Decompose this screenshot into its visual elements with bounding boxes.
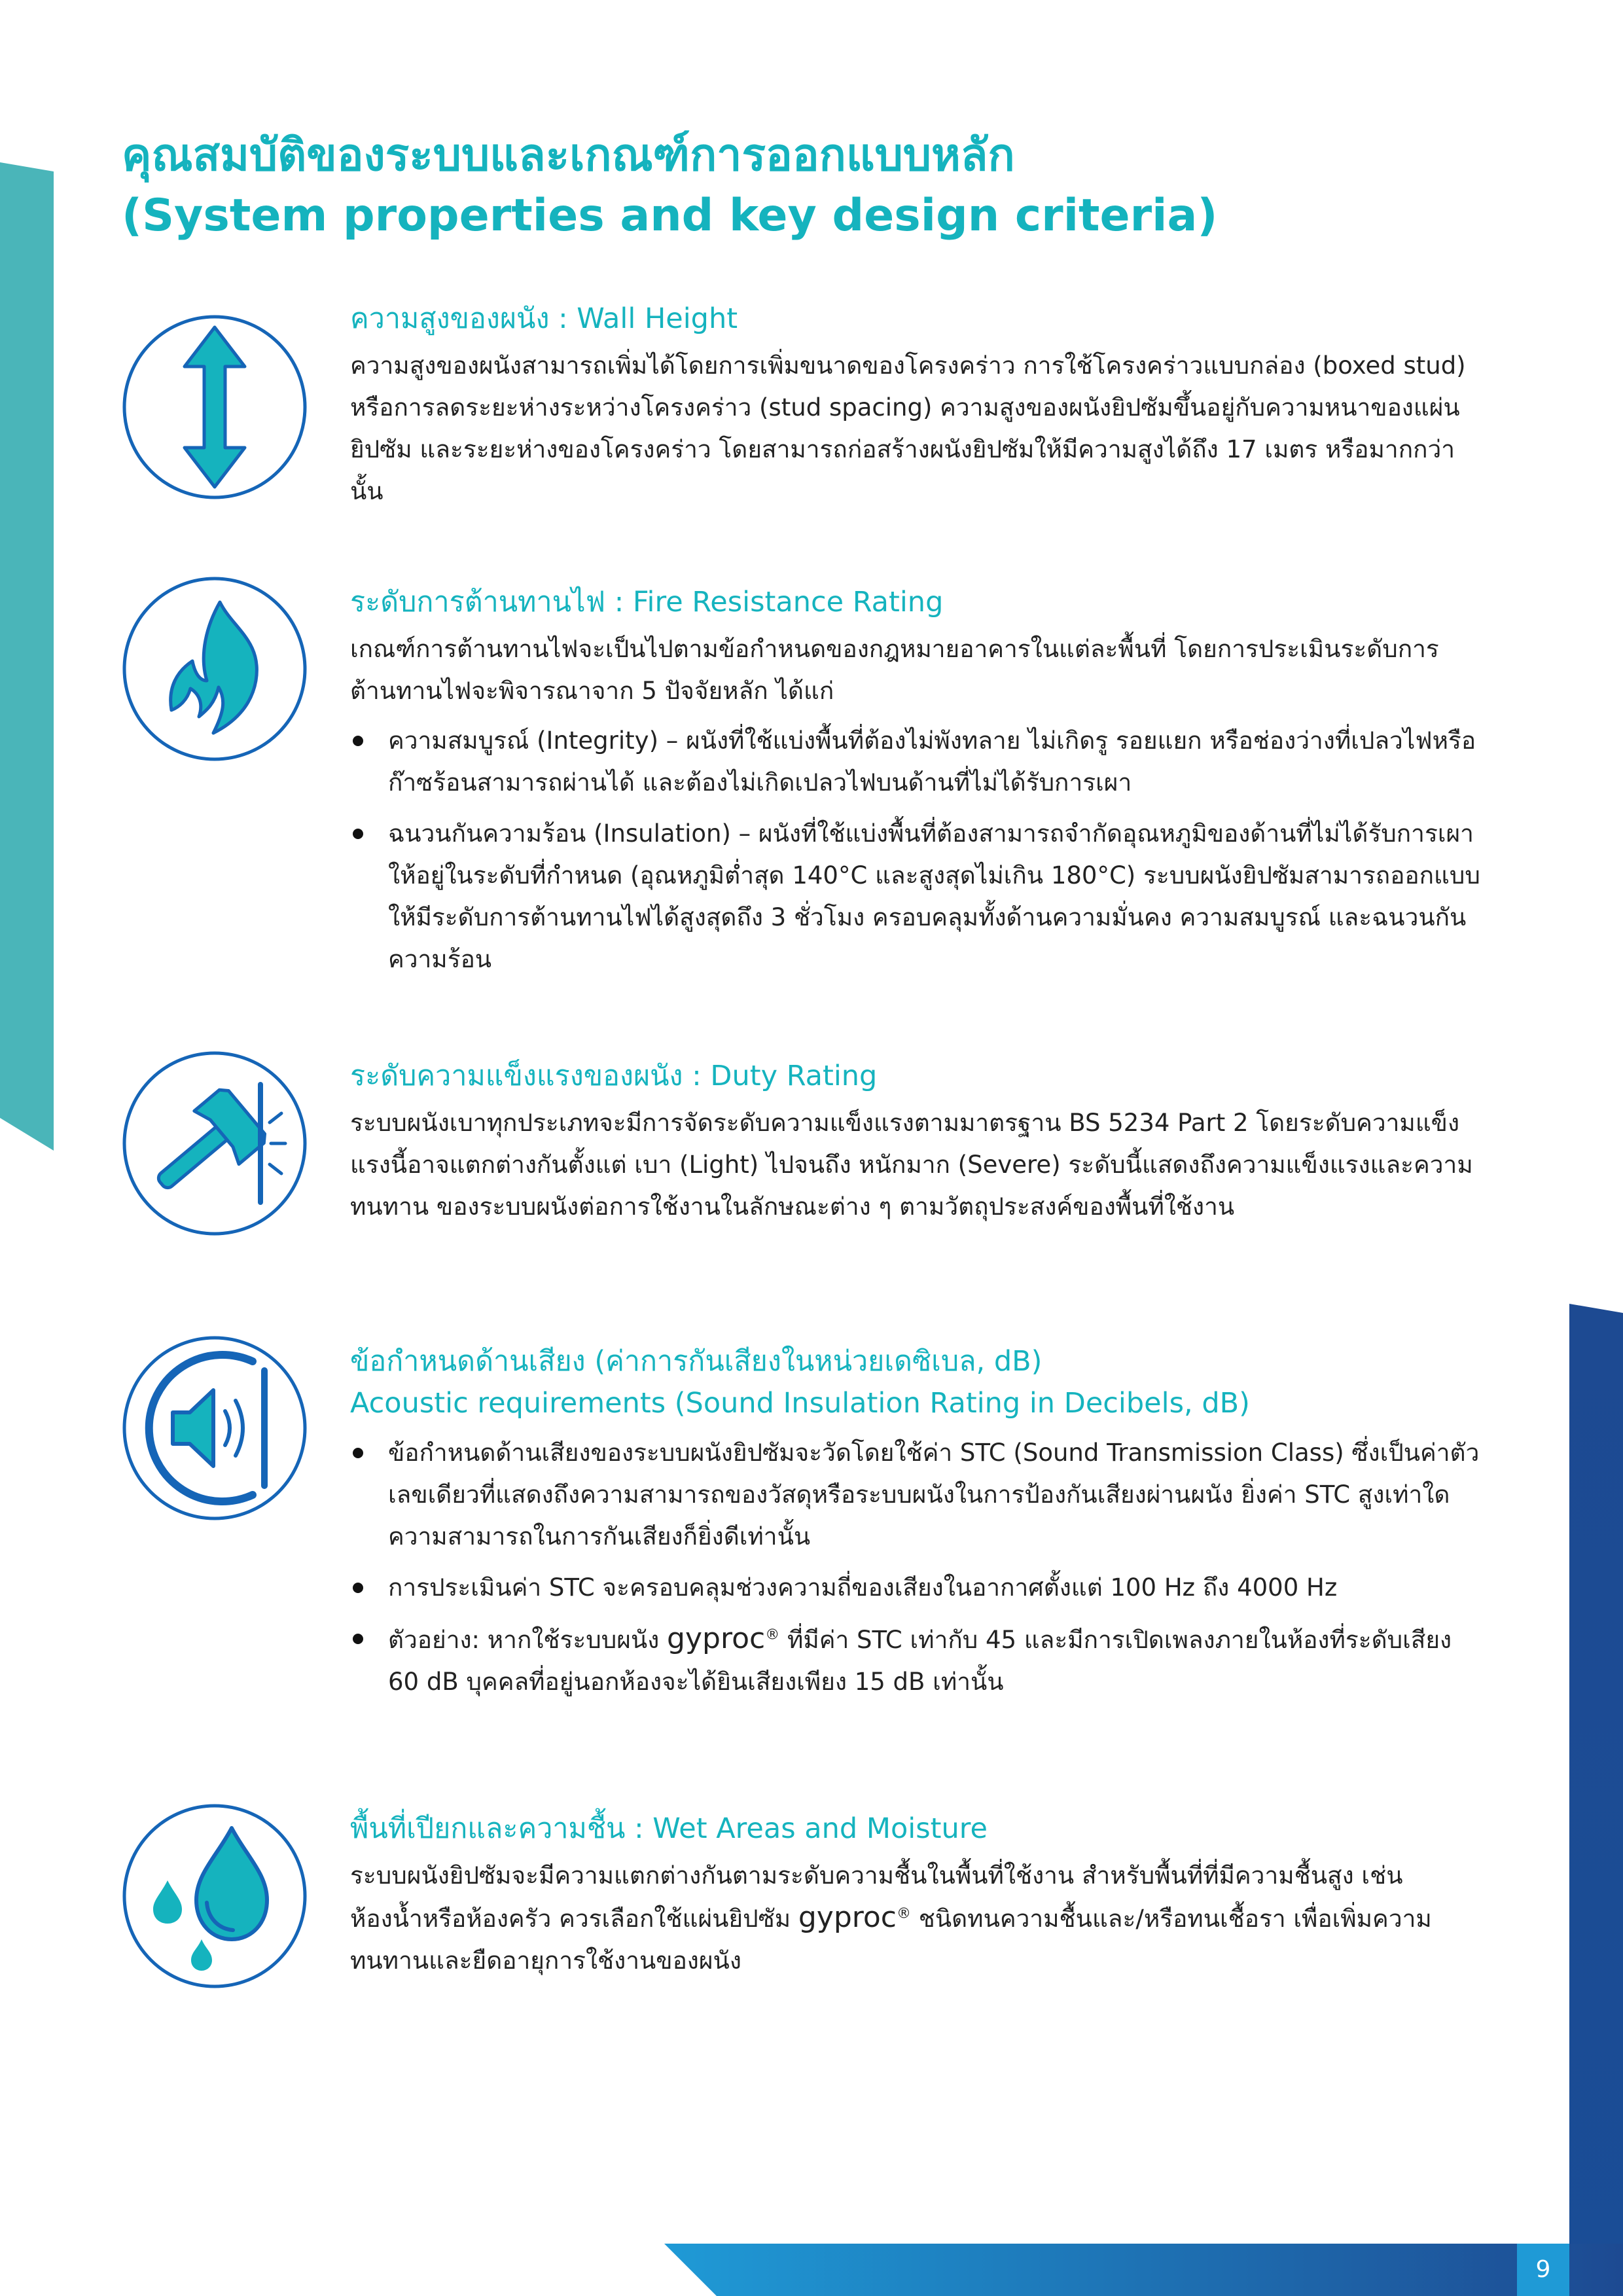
page-number: 9 [1517, 2244, 1569, 2296]
section-heading: ความสูงของผนัง : Wall Height [350, 302, 738, 335]
section-body [350, 1855, 1482, 1982]
bullet-item-stc-range: การประเมินค่า STC จะครอบคลุมช่วงความถี่ของเสียงในอากาศตั้งแต่ 100 Hz ถึง 4000 Hz [350, 1567, 1482, 1609]
section-heading: ระดับการต้านทานไฟ : Fire Resistance Rating [350, 586, 944, 619]
bullet-list [350, 1432, 1482, 1703]
body-prefix: ระบบผนังยิปซัมจะมีความแตกต่างกันตามระดับความชื้นในพื้นที่ใช้งาน สำหรับพื้นที่ที่มีความชื้นสูง เช่น ห้องน้ำหรือห้องครัว ควรเลือกใช้แผ่นยิปซัม [350, 1861, 1403, 1933]
page-title [122, 126, 1431, 246]
double-arrow-icon [122, 314, 308, 500]
section-heading-english: Acoustic requirements (Sound Insulation Rating in Decibels, dB) [350, 1387, 1250, 1420]
hammer-impact-icon [122, 1050, 308, 1236]
section-body: ความสูงของผนังสามารถเพิ่มได้โดยการเพิ่มขนาดของโครงคร่าว การใช้โครงคร่าวแบบกล่อง (boxed stud) หรือการลดระยะห่างระหว่างโครงคร่าว (stud spacing) ความสูงของผนังยิปซัมขึ้นอยู่กับความหนาของแผ่นยิปซัม และระยะห่างของโครงคร่าว โดยสามารถก่อสร้างผนังยิปซัมให้มีความสูงได้ถึง 17 เมตร หรือมากกว่านั้น [350, 351, 1466, 505]
section-body: ระบบผนังเบาทุกประเภทจะมีการจัดระดับความแข็งแรงตามมาตรฐาน BS 5234 Part 2 โดยระดับความแข็งแรงนี้อาจแตกต่างกันตั้งแต่ เบา (Light) ไปจนถึง หนักมาก (Severe) ระดับนี้แสดงถึงความแข็งแรงและความทนทาน ของระบบผนังต่อการใช้งานในลักษณะต่าง ๆ ตามวัตถุประสงค์ของพื้นที่ใช้งาน [350, 1109, 1473, 1221]
section-wall-height [350, 298, 1482, 512]
left-decorative-band [0, 162, 54, 1151]
body-suffix: ชนิดทนความชื้นและ/หรือทนเชื้อรา เพื่อเพิ่มความทนทานและยืดอายุการใช้งานของผนัง [350, 1905, 1432, 1975]
speaker-wall-icon [122, 1335, 308, 1521]
right-decorative-band [1569, 1304, 1623, 2296]
example-suffix: ที่มีค่า STC เท่ากับ 45 และมีการเปิดเพลงภายในห้องที่ระดับเสียง 60 dB บุคคลที่อยู่นอกห้องจะได้ยินเสียงเพียง 15 dB เท่านั้น [388, 1626, 1452, 1696]
water-drops-icon [122, 1803, 308, 1989]
section-acoustic [350, 1340, 1482, 1712]
bullet-item-integrity: ความสมบูรณ์ (Integrity) – ผนังที่ใช้แบ่งพื้นที่ต้องไม่พังทลาย ไม่เกิดรู รอยแยก หรือช่องว่างที่เปลวไฟหรือก๊าซร้อนสามารถผ่านได้ และต้องไม่เกิดเปลวไฟบนด้านที่ไม่ได้รับการเผา [350, 720, 1482, 804]
bullet-list [350, 720, 1482, 980]
bullet-item-example [350, 1618, 1482, 1703]
bullet-item-insulation: ฉนวนกันความร้อน (Insulation) – ผนังที่ใช้แบ่งพื้นที่ต้องสามารถจำกัดอุณหภูมิของด้านที่ไม่ได้รับการเผาให้อยู่ในระดับที่กำหนด (อุณหภูมิต่ำสุด 140°C และสูงสุดไม่เกิน 180°C) ระบบผนังยิปซัมสามารถออกแบบให้มีระดับการต้านทานไฟได้สูงสุดถึง 3 ชั่วโมง ครอบคลุมทั้งด้านความมั่นคง ความสมบูรณ์ และฉนวนกันความร้อน [350, 813, 1482, 980]
bullet-item-stc-definition: ข้อกำหนดด้านเสียงของระบบผนังยิปซัมจะวัดโดยใช้ค่า STC (Sound Transmission Class) ซึ่งเป็นค่าตัวเลขเดียวที่แสดงถึงความสามารถของวัสดุหรือระบบผนังในการป้องกันเสียงผ่านผนัง ยิ่งค่า STC สูงเท่าใด ความสามารถในการกันเสียงก็ยิ่งดีเท่านั้น [350, 1432, 1482, 1558]
footer-band [664, 2244, 1623, 2296]
gyproc-brand: gyproc [667, 1622, 766, 1655]
section-heading: ระดับความแข็งแรงของผนัง : Duty Rating [350, 1060, 878, 1092]
page-title-english: (System properties and key design criteria) [122, 190, 1218, 242]
page-title-thai: คุณสมบัติของระบบและเกณฑ์การออกแบบหลัก [122, 130, 1015, 181]
section-heading-thai: ข้อกำหนดด้านเสียง (ค่าการกันเสียงในหน่วยเดซิเบล, dB) [350, 1345, 1043, 1378]
section-wet-areas [350, 1808, 1482, 1982]
registered-mark: ® [765, 1626, 780, 1643]
section-heading: พื้นที่เปียกและความชื้น : Wet Areas and Moisture [350, 1812, 988, 1845]
section-body: เกณฑ์การต้านทานไฟจะเป็นไปตามข้อกำหนดของกฎหมายอาคารในแต่ละพื้นที่ โดยการประเมินระดับการต้านทานไฟจะพิจารณาจาก 5 ปัจจัยหลัก ได้แก่ [350, 635, 1439, 705]
section-heading [350, 1340, 1482, 1424]
gyproc-brand: gyproc [798, 1901, 897, 1934]
section-duty-rating [350, 1055, 1482, 1228]
flame-icon [122, 576, 308, 762]
example-prefix: ตัวอย่าง: หากใช้ระบบผนัง [388, 1626, 668, 1654]
registered-mark: ® [896, 1905, 911, 1922]
section-fire-resistance [350, 581, 1482, 990]
